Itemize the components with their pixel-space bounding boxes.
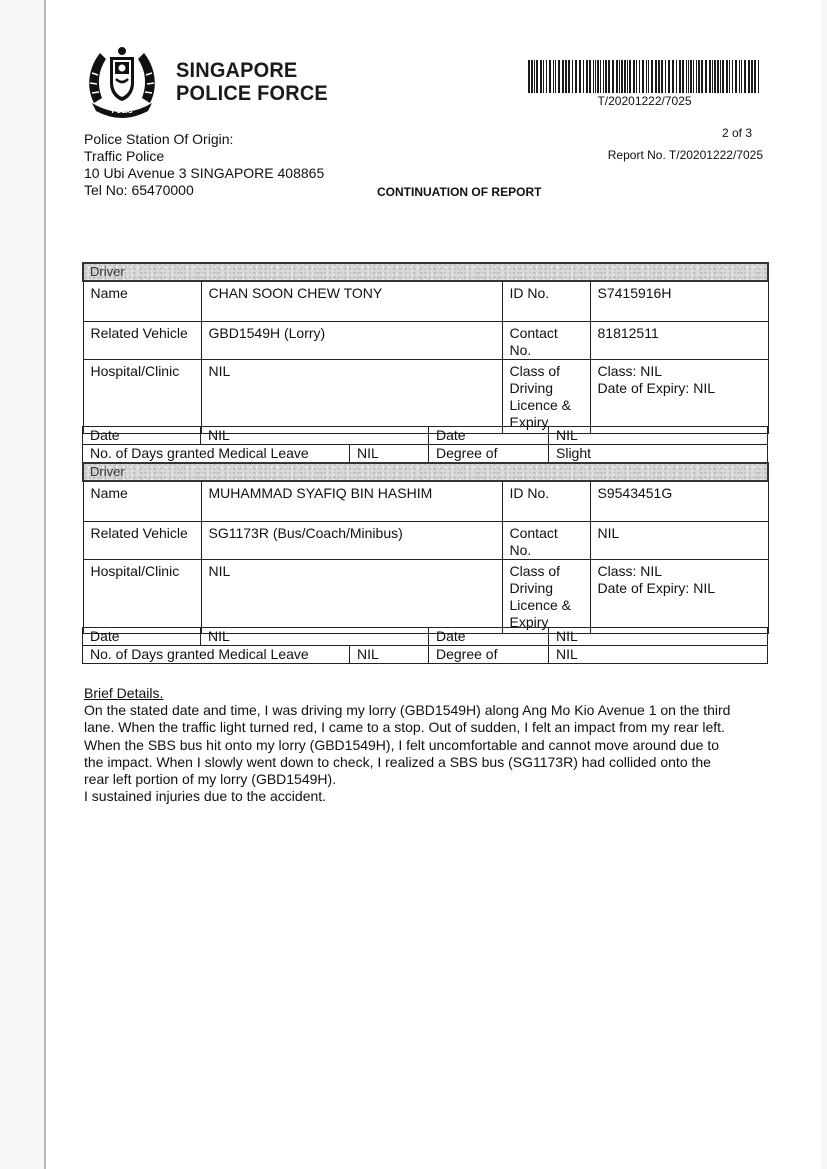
barcode-bar bbox=[726, 60, 728, 93]
barcode-bar bbox=[672, 60, 674, 93]
licence-label-line: Expiry bbox=[509, 414, 549, 430]
degree-value: Slight bbox=[549, 445, 768, 463]
organization-line-1: SINGAPORE bbox=[176, 59, 298, 82]
barcode-bar bbox=[583, 60, 584, 93]
degree-label: Degree of bbox=[429, 646, 549, 664]
driver-vehicle: GBD1549H (Lorry) bbox=[201, 322, 502, 360]
driver-1-injury bbox=[82, 444, 768, 463]
licence-label-line: Expiry bbox=[509, 614, 549, 630]
barcode-bar bbox=[633, 60, 635, 93]
licence-class: Class: NIL bbox=[597, 563, 663, 579]
barcode-bar bbox=[605, 60, 607, 93]
barcode-bar bbox=[679, 60, 681, 93]
barcode-bar bbox=[536, 60, 538, 93]
barcode-bar bbox=[593, 60, 594, 93]
organization-name bbox=[176, 59, 336, 105]
licence-expiry: Date of Expiry: NIL bbox=[597, 580, 715, 596]
driver-name: CHAN SOON CHEW TONY bbox=[201, 281, 502, 322]
licence-label-line: Driving bbox=[509, 380, 554, 396]
barcode-bar bbox=[754, 60, 756, 93]
logo-text: POLIS bbox=[111, 108, 133, 115]
date-label: Date bbox=[83, 427, 201, 445]
barcode-bar bbox=[629, 60, 631, 93]
barcode-bar bbox=[712, 60, 713, 93]
hospital-label: Hospital/Clinic bbox=[83, 360, 201, 434]
ml-label: No. of Days granted Medical Leave bbox=[83, 646, 350, 664]
barcode-bar bbox=[732, 60, 733, 93]
date-label: Date bbox=[83, 628, 201, 646]
barcode-bar bbox=[597, 60, 599, 93]
driver-licence bbox=[590, 360, 768, 434]
vehicle-label: Related Vehicle bbox=[83, 522, 201, 560]
barcode-bar bbox=[655, 60, 657, 93]
brief-details-title: Brief Details. bbox=[84, 685, 164, 701]
origin-address: 10 Ubi Avenue 3 SINGAPORE 408865 bbox=[84, 165, 325, 181]
barcode-bar bbox=[690, 60, 692, 93]
barcode-bar bbox=[568, 60, 570, 93]
barcode-bar bbox=[603, 60, 604, 93]
barcode-bar bbox=[558, 60, 560, 93]
brief-line: lane. When the traffic light turned red, I came to a stop. Out of sudden, I felt an impact from my rear left. bbox=[84, 719, 725, 736]
ml-value: NIL bbox=[350, 445, 429, 463]
ml-label: No. of Days granted Medical Leave bbox=[83, 445, 350, 463]
licence-label-line: Licence & bbox=[509, 397, 571, 413]
hospital-label: Hospital/Clinic bbox=[83, 560, 201, 634]
name-label: Name bbox=[83, 481, 201, 522]
barcode-bar bbox=[698, 60, 700, 93]
barcode-bar bbox=[709, 60, 711, 93]
barcode-bar bbox=[648, 60, 649, 93]
barcode-bar bbox=[722, 60, 724, 93]
scan-edge-right bbox=[821, 0, 827, 1169]
barcode-bar bbox=[543, 60, 544, 93]
barcode-bar bbox=[565, 60, 567, 93]
barcode-bar bbox=[668, 60, 670, 93]
barcode-bar bbox=[739, 60, 740, 93]
barcode-bar bbox=[701, 60, 703, 93]
vehicle-label: Related Vehicle bbox=[83, 322, 201, 360]
station-of-origin bbox=[84, 131, 324, 199]
origin-tel: Tel No: 65470000 bbox=[84, 182, 194, 198]
barcode-bar bbox=[621, 60, 623, 93]
scan-edge-left bbox=[0, 0, 46, 1169]
barcode-bar bbox=[735, 60, 737, 93]
driver-name: MUHAMMAD SYAFIQ BIN HASHIM bbox=[201, 481, 502, 522]
id-label: ID No. bbox=[502, 481, 590, 522]
licence-label bbox=[502, 560, 590, 634]
barcode-bar bbox=[575, 60, 577, 93]
brief-line: When the SBS bus hit onto my lorry (GBD1549H), I felt uncomfortable and cannot move around due to bbox=[84, 736, 720, 753]
barcode-bar bbox=[627, 60, 628, 93]
driver-hospital: NIL bbox=[201, 560, 502, 634]
organization-line-2: POLICE FORCE bbox=[176, 82, 328, 105]
origin-label: Police Station Of Origin: bbox=[84, 131, 234, 147]
brief-line: I sustained injuries due to the accident. bbox=[84, 788, 327, 805]
barcode-bar bbox=[744, 60, 746, 93]
driver-1-dates bbox=[82, 426, 768, 445]
brief-line: the impact. When I slowly went down to check, I realized a SBS bus (SG1173R) had collided onto the bbox=[84, 753, 711, 770]
date-value-2: NIL bbox=[549, 427, 768, 445]
barcode-bar bbox=[646, 60, 647, 93]
driver-contact: 81812511 bbox=[590, 322, 768, 360]
barcode-bar bbox=[528, 60, 530, 93]
driver-id: S7415916H bbox=[590, 281, 768, 322]
barcode-bar bbox=[624, 60, 626, 93]
barcode-bar bbox=[616, 60, 618, 93]
barcode-bar bbox=[636, 60, 637, 93]
barcode-bar bbox=[741, 60, 742, 93]
barcode-bar bbox=[651, 60, 653, 93]
barcode-bar bbox=[686, 60, 687, 93]
brief-line: rear left portion of my lorry (GBD1549H). bbox=[84, 771, 337, 788]
barcode-bar bbox=[665, 60, 666, 93]
barcode-bar bbox=[555, 60, 556, 93]
barcode-bar bbox=[720, 60, 721, 93]
licence-label-line: Licence & bbox=[509, 597, 571, 613]
barcode-bar bbox=[608, 60, 610, 93]
barcode-bar bbox=[658, 60, 660, 93]
ml-value: NIL bbox=[350, 646, 429, 664]
driver-2-injury bbox=[82, 645, 768, 664]
driver-contact: NIL bbox=[590, 522, 768, 560]
police-crest-icon bbox=[84, 43, 160, 119]
barcode-bar bbox=[714, 60, 716, 93]
licence-label bbox=[502, 360, 590, 434]
degree-value: NIL bbox=[549, 646, 768, 664]
driver-table-1 bbox=[82, 262, 769, 434]
barcode-bar bbox=[589, 60, 591, 93]
barcode-bar bbox=[546, 60, 547, 93]
barcode-bar bbox=[531, 60, 533, 93]
barcode-bar bbox=[562, 60, 564, 93]
brief-details-body bbox=[84, 702, 774, 806]
report-number: Report No. T/20201222/7025 bbox=[607, 148, 763, 162]
barcode-bar bbox=[619, 60, 620, 93]
barcode-bar bbox=[758, 60, 759, 93]
driver-hospital: NIL bbox=[201, 360, 502, 434]
contact-label: Contact No. bbox=[502, 322, 590, 360]
barcode-bar bbox=[549, 60, 551, 93]
barcode-bar bbox=[553, 60, 554, 93]
licence-label-line: Class of bbox=[509, 563, 561, 579]
barcode-bar bbox=[642, 60, 644, 93]
licence-class: Class: NIL bbox=[597, 363, 663, 379]
barcode-bar bbox=[612, 60, 614, 93]
barcode-bar bbox=[688, 60, 689, 93]
barcode-bar bbox=[639, 60, 640, 93]
barcode-text: T/20201222/7025 bbox=[597, 94, 692, 108]
barcode-bar bbox=[693, 60, 694, 93]
licence-expiry: Date of Expiry: NIL bbox=[597, 380, 715, 396]
section-header: Driver bbox=[83, 463, 768, 481]
driver-table-2 bbox=[82, 462, 769, 634]
barcode-bar bbox=[696, 60, 697, 93]
brief-line: On the stated date and time, I was driving my lorry (GBD1549H) along Ang Mo Kio Avenue 1 on the third bbox=[84, 702, 731, 718]
licence-label-line: Driving bbox=[509, 580, 554, 596]
barcode-bar bbox=[751, 60, 753, 93]
driver-2-dates bbox=[82, 627, 768, 646]
section-header: Driver bbox=[83, 263, 768, 281]
date-label-2: Date bbox=[429, 427, 549, 445]
barcode-bar bbox=[595, 60, 596, 93]
barcode-bar bbox=[682, 60, 684, 93]
degree-label: Degree of bbox=[429, 445, 549, 463]
barcode-bar bbox=[748, 60, 750, 93]
driver-licence bbox=[590, 560, 768, 634]
barcode-bar bbox=[729, 60, 730, 93]
origin-station: Traffic Police bbox=[84, 148, 165, 164]
driver-vehicle: SG1173R (Bus/Coach/Minibus) bbox=[201, 522, 502, 560]
name-label: Name bbox=[83, 281, 201, 322]
barcode-bar bbox=[600, 60, 601, 93]
contact-label: Contact No. bbox=[502, 522, 590, 560]
date-value-1: NIL bbox=[201, 427, 429, 445]
barcode-bar bbox=[540, 60, 542, 93]
barcode-bar bbox=[534, 60, 535, 93]
page-indicator: 2 of 3 bbox=[721, 126, 752, 140]
id-label: ID No. bbox=[502, 281, 590, 322]
barcode-bar bbox=[579, 60, 581, 93]
barcode-bar bbox=[572, 60, 573, 93]
barcode-bar bbox=[661, 60, 663, 93]
barcode bbox=[527, 60, 762, 93]
barcode-bar bbox=[705, 60, 707, 93]
barcode-bar bbox=[586, 60, 588, 93]
barcode-bar bbox=[717, 60, 719, 93]
driver-id: S9543451G bbox=[590, 481, 768, 522]
licence-label-line: Class of bbox=[509, 363, 561, 379]
date-label-2: Date bbox=[429, 628, 549, 646]
barcode-bar bbox=[676, 60, 677, 93]
document-title: CONTINUATION OF REPORT bbox=[377, 185, 542, 199]
date-value-1: NIL bbox=[201, 628, 429, 646]
date-value-2: NIL bbox=[549, 628, 768, 646]
